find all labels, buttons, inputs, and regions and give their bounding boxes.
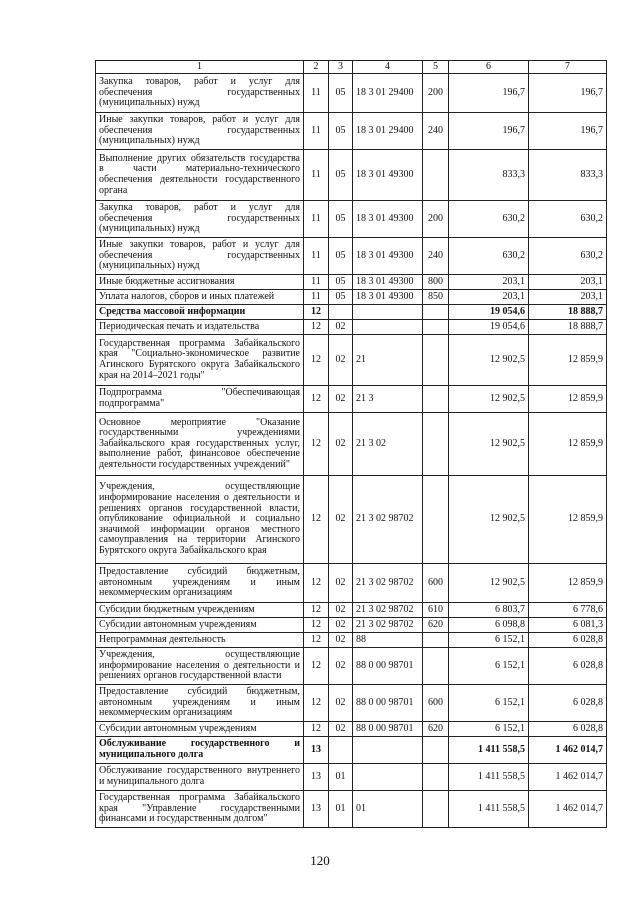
header-row bbox=[96, 61, 607, 74]
target-article-cell: 88 0 00 98701 bbox=[353, 722, 423, 737]
expense-type-cell: 240 bbox=[423, 238, 449, 275]
section-code-cell: 12 bbox=[304, 413, 329, 476]
table-row bbox=[96, 476, 607, 564]
section-code-cell: 11 bbox=[304, 238, 329, 275]
section-code-cell: 12 bbox=[304, 722, 329, 737]
subsection-code-cell: 05 bbox=[329, 201, 353, 238]
subsection-code-cell: 02 bbox=[329, 386, 353, 413]
amount-year1-cell: 6 152,1 bbox=[449, 722, 529, 737]
expense-type-cell bbox=[423, 413, 449, 476]
amount-year1-cell: 12 902,5 bbox=[449, 476, 529, 564]
row-name-cell: Обслуживание государственного и муниципального долга bbox=[96, 737, 304, 764]
row-name-cell: Государственная программа Забайкальского края "Управление государственными финансами и государственным долгом" bbox=[96, 791, 304, 828]
row-name-cell: Предоставление субсидий бюджетным, автономным учреждениям и иным некоммерческим организациям bbox=[96, 685, 304, 722]
expense-type-cell: 850 bbox=[423, 290, 449, 305]
table-row bbox=[96, 305, 607, 320]
table-row bbox=[96, 764, 607, 791]
table-row bbox=[96, 633, 607, 648]
amount-year2-cell: 18 888,7 bbox=[529, 305, 607, 320]
header-cell: 7 bbox=[529, 61, 607, 74]
amount-year2-cell: 6 081,3 bbox=[529, 618, 607, 633]
target-article-cell: 88 0 00 98701 bbox=[353, 685, 423, 722]
amount-year1-cell: 833,3 bbox=[449, 150, 529, 201]
row-name-cell: Иные закупки товаров, работ и услуг для обеспечения государственных (муниципальных) нужд bbox=[96, 238, 304, 275]
subsection-code-cell: 01 bbox=[329, 791, 353, 828]
target-article-cell: 21 3 bbox=[353, 386, 423, 413]
amount-year1-cell: 12 902,5 bbox=[449, 413, 529, 476]
amount-year1-cell: 6 803,7 bbox=[449, 603, 529, 618]
subsection-code-cell bbox=[329, 305, 353, 320]
header-cell: 3 bbox=[329, 61, 353, 74]
target-article-cell: 21 3 02 bbox=[353, 413, 423, 476]
budget-table bbox=[95, 60, 607, 828]
table-row bbox=[96, 320, 607, 335]
amount-year1-cell: 1 411 558,5 bbox=[449, 764, 529, 791]
amount-year2-cell: 203,1 bbox=[529, 275, 607, 290]
table-row bbox=[96, 685, 607, 722]
amount-year2-cell: 630,2 bbox=[529, 238, 607, 275]
row-name-cell: Периодическая печать и издательства bbox=[96, 320, 304, 335]
subsection-code-cell: 02 bbox=[329, 722, 353, 737]
expense-type-cell: 610 bbox=[423, 603, 449, 618]
section-code-cell: 12 bbox=[304, 603, 329, 618]
subsection-code-cell: 05 bbox=[329, 290, 353, 305]
row-name-cell: Субсидии автономным учреждениям bbox=[96, 722, 304, 737]
expense-type-cell bbox=[423, 633, 449, 648]
expense-type-cell bbox=[423, 305, 449, 320]
expense-type-cell bbox=[423, 150, 449, 201]
expense-type-cell: 200 bbox=[423, 74, 449, 113]
expense-type-cell: 800 bbox=[423, 275, 449, 290]
section-code-cell: 11 bbox=[304, 113, 329, 150]
expense-type-cell: 620 bbox=[423, 618, 449, 633]
subsection-code-cell: 05 bbox=[329, 74, 353, 113]
header-cell: 6 bbox=[449, 61, 529, 74]
amount-year1-cell: 203,1 bbox=[449, 290, 529, 305]
table-row bbox=[96, 201, 607, 238]
section-code-cell: 13 bbox=[304, 737, 329, 764]
amount-year2-cell: 6 028,8 bbox=[529, 633, 607, 648]
subsection-code-cell: 01 bbox=[329, 764, 353, 791]
amount-year1-cell: 6 098,8 bbox=[449, 618, 529, 633]
row-name-cell: Уплата налогов, сборов и иных платежей bbox=[96, 290, 304, 305]
amount-year2-cell: 18 888,7 bbox=[529, 320, 607, 335]
table-row bbox=[96, 290, 607, 305]
expense-type-cell: 240 bbox=[423, 113, 449, 150]
table-row bbox=[96, 413, 607, 476]
table-row bbox=[96, 386, 607, 413]
amount-year1-cell: 1 411 558,5 bbox=[449, 737, 529, 764]
amount-year1-cell: 12 902,5 bbox=[449, 335, 529, 386]
row-name-cell: Закупка товаров, работ и услуг для обеспечения государственных (муниципальных) нужд bbox=[96, 74, 304, 113]
row-name-cell: Субсидии бюджетным учреждениям bbox=[96, 603, 304, 618]
amount-year1-cell: 203,1 bbox=[449, 275, 529, 290]
row-name-cell: Основное мероприятие "Оказание государственными учреждениями Забайкальского края государственных услуг, выполнение работ, финансовое обеспечение деятельности государственных учреждений" bbox=[96, 413, 304, 476]
section-code-cell: 11 bbox=[304, 150, 329, 201]
subsection-code-cell: 02 bbox=[329, 685, 353, 722]
subsection-code-cell: 02 bbox=[329, 564, 353, 603]
table-row bbox=[96, 275, 607, 290]
amount-year1-cell: 630,2 bbox=[449, 238, 529, 275]
page-number: 120 bbox=[310, 853, 330, 868]
target-article-cell: 18 3 01 49300 bbox=[353, 238, 423, 275]
expense-type-cell bbox=[423, 764, 449, 791]
amount-year1-cell: 630,2 bbox=[449, 201, 529, 238]
section-code-cell: 11 bbox=[304, 74, 329, 113]
target-article-cell: 21 bbox=[353, 335, 423, 386]
amount-year1-cell: 12 902,5 bbox=[449, 564, 529, 603]
expense-type-cell bbox=[423, 335, 449, 386]
row-name-cell: Субсидии автономным учреждениям bbox=[96, 618, 304, 633]
amount-year2-cell: 6 778,6 bbox=[529, 603, 607, 618]
table-row bbox=[96, 603, 607, 618]
amount-year2-cell: 203,1 bbox=[529, 290, 607, 305]
section-code-cell: 12 bbox=[304, 648, 329, 685]
target-article-cell: 88 0 00 98701 bbox=[353, 648, 423, 685]
table-row bbox=[96, 737, 607, 764]
target-article-cell: 18 3 01 49300 bbox=[353, 275, 423, 290]
amount-year1-cell: 1 411 558,5 bbox=[449, 791, 529, 828]
subsection-code-cell: 02 bbox=[329, 618, 353, 633]
amount-year1-cell: 19 054,6 bbox=[449, 305, 529, 320]
subsection-code-cell: 05 bbox=[329, 238, 353, 275]
table-body bbox=[96, 61, 607, 828]
subsection-code-cell: 02 bbox=[329, 648, 353, 685]
header-cell: 4 bbox=[353, 61, 423, 74]
amount-year2-cell: 833,3 bbox=[529, 150, 607, 201]
amount-year1-cell: 6 152,1 bbox=[449, 633, 529, 648]
expense-type-cell bbox=[423, 648, 449, 685]
subsection-code-cell: 02 bbox=[329, 603, 353, 618]
amount-year2-cell: 12 859,9 bbox=[529, 564, 607, 603]
target-article-cell: 21 3 02 98702 bbox=[353, 476, 423, 564]
target-article-cell: 18 3 01 49300 bbox=[353, 201, 423, 238]
amount-year2-cell: 12 859,9 bbox=[529, 335, 607, 386]
row-name-cell: Выполнение других обязательств государства в части материально-технического обеспечения деятельности государственного органа bbox=[96, 150, 304, 201]
section-code-cell: 13 bbox=[304, 791, 329, 828]
amount-year2-cell: 12 859,9 bbox=[529, 386, 607, 413]
amount-year2-cell: 196,7 bbox=[529, 74, 607, 113]
section-code-cell: 11 bbox=[304, 201, 329, 238]
section-code-cell: 12 bbox=[304, 685, 329, 722]
table-row bbox=[96, 74, 607, 113]
target-article-cell: 88 bbox=[353, 633, 423, 648]
target-article-cell bbox=[353, 764, 423, 791]
subsection-code-cell: 02 bbox=[329, 633, 353, 648]
table-row bbox=[96, 113, 607, 150]
target-article-cell bbox=[353, 737, 423, 764]
section-code-cell: 11 bbox=[304, 290, 329, 305]
table-row bbox=[96, 722, 607, 737]
target-article-cell: 18 3 01 29400 bbox=[353, 74, 423, 113]
table-row bbox=[96, 618, 607, 633]
amount-year2-cell: 1 462 014,7 bbox=[529, 791, 607, 828]
row-name-cell: Государственная программа Забайкальского края "Социально-экономическое развитие Агинского Бурятского округа Забайкальского края на 2014–2021 годы" bbox=[96, 335, 304, 386]
section-code-cell: 12 bbox=[304, 386, 329, 413]
subsection-code-cell: 05 bbox=[329, 150, 353, 201]
target-article-cell bbox=[353, 305, 423, 320]
section-code-cell: 11 bbox=[304, 275, 329, 290]
amount-year2-cell: 630,2 bbox=[529, 201, 607, 238]
row-name-cell: Учреждения, осуществляющие информирование населения о деятельности и решениях органов государственной власти bbox=[96, 648, 304, 685]
subsection-code-cell: 02 bbox=[329, 320, 353, 335]
row-name-cell: Закупка товаров, работ и услуг для обеспечения государственных (муниципальных) нужд bbox=[96, 201, 304, 238]
expense-type-cell bbox=[423, 791, 449, 828]
header-cell: 1 bbox=[96, 61, 304, 74]
subsection-code-cell: 05 bbox=[329, 113, 353, 150]
row-name-cell: Учреждения, осуществляющие информирование населения о деятельности и решениях органов государственной власти, опубликование официальной и социально значимой информации органов местного самоуправления на территории Агинского Бурятского округа Забайкальского края bbox=[96, 476, 304, 564]
row-name-cell: Непрограммная деятельность bbox=[96, 633, 304, 648]
amount-year1-cell: 196,7 bbox=[449, 113, 529, 150]
section-code-cell: 13 bbox=[304, 764, 329, 791]
subsection-code-cell: 02 bbox=[329, 335, 353, 386]
amount-year1-cell: 6 152,1 bbox=[449, 648, 529, 685]
table-row bbox=[96, 791, 607, 828]
table-row bbox=[96, 238, 607, 275]
row-name-cell: Иные бюджетные ассигнования bbox=[96, 275, 304, 290]
amount-year1-cell: 196,7 bbox=[449, 74, 529, 113]
amount-year2-cell: 12 859,9 bbox=[529, 413, 607, 476]
expense-type-cell bbox=[423, 320, 449, 335]
amount-year2-cell: 12 859,9 bbox=[529, 476, 607, 564]
table-row bbox=[96, 335, 607, 386]
target-article-cell: 18 3 01 29400 bbox=[353, 113, 423, 150]
expense-type-cell bbox=[423, 476, 449, 564]
expense-type-cell: 620 bbox=[423, 722, 449, 737]
amount-year2-cell: 1 462 014,7 bbox=[529, 764, 607, 791]
amount-year2-cell: 6 028,8 bbox=[529, 648, 607, 685]
subsection-code-cell: 05 bbox=[329, 275, 353, 290]
table-row bbox=[96, 564, 607, 603]
header-cell: 5 bbox=[423, 61, 449, 74]
target-article-cell: 01 bbox=[353, 791, 423, 828]
subsection-code-cell: 02 bbox=[329, 476, 353, 564]
subsection-code-cell bbox=[329, 737, 353, 764]
row-name-cell: Средства массовой информации bbox=[96, 305, 304, 320]
amount-year2-cell: 6 028,8 bbox=[529, 685, 607, 722]
row-name-cell: Предоставление субсидий бюджетным, автономным учреждениям и иным некоммерческим организациям bbox=[96, 564, 304, 603]
expense-type-cell: 200 bbox=[423, 201, 449, 238]
amount-year1-cell: 12 902,5 bbox=[449, 386, 529, 413]
target-article-cell: 18 3 01 49300 bbox=[353, 290, 423, 305]
expense-type-cell bbox=[423, 386, 449, 413]
table-row bbox=[96, 648, 607, 685]
amount-year1-cell: 6 152,1 bbox=[449, 685, 529, 722]
expense-type-cell: 600 bbox=[423, 564, 449, 603]
row-name-cell: Иные закупки товаров, работ и услуг для обеспечения государственных (муниципальных) нужд bbox=[96, 113, 304, 150]
section-code-cell: 12 bbox=[304, 305, 329, 320]
section-code-cell: 12 bbox=[304, 320, 329, 335]
target-article-cell bbox=[353, 320, 423, 335]
expense-type-cell bbox=[423, 737, 449, 764]
subsection-code-cell: 02 bbox=[329, 413, 353, 476]
target-article-cell: 21 3 02 98702 bbox=[353, 603, 423, 618]
amount-year1-cell: 19 054,6 bbox=[449, 320, 529, 335]
expense-type-cell: 600 bbox=[423, 685, 449, 722]
section-code-cell: 12 bbox=[304, 564, 329, 603]
amount-year2-cell: 196,7 bbox=[529, 113, 607, 150]
row-name-cell: Обслуживание государственного внутреннего и муниципального долга bbox=[96, 764, 304, 791]
row-name-cell: Подпрограмма "Обеспечивающая подпрограмма" bbox=[96, 386, 304, 413]
section-code-cell: 12 bbox=[304, 633, 329, 648]
header-cell: 2 bbox=[304, 61, 329, 74]
target-article-cell: 18 3 01 49300 bbox=[353, 150, 423, 201]
section-code-cell: 12 bbox=[304, 335, 329, 386]
section-code-cell: 12 bbox=[304, 618, 329, 633]
amount-year2-cell: 6 028,8 bbox=[529, 722, 607, 737]
amount-year2-cell: 1 462 014,7 bbox=[529, 737, 607, 764]
target-article-cell: 21 3 02 98702 bbox=[353, 564, 423, 603]
section-code-cell: 12 bbox=[304, 476, 329, 564]
table-row bbox=[96, 150, 607, 201]
target-article-cell: 21 3 02 98702 bbox=[353, 618, 423, 633]
